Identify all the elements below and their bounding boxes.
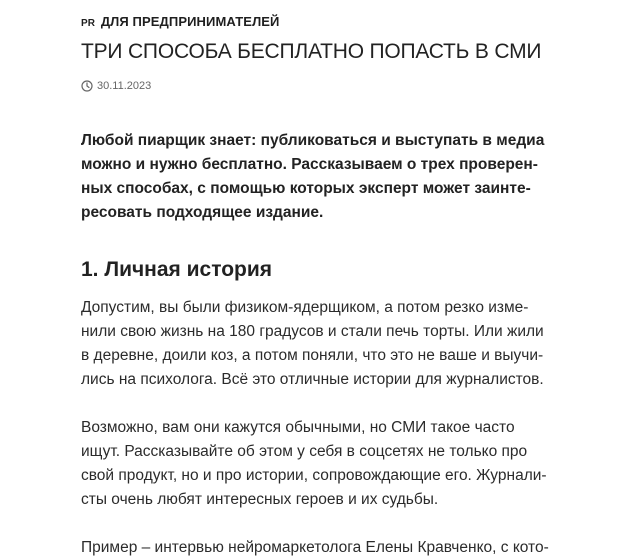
- paragraph-line: Допустим, вы были физиком-ядерщиком, а потом резко изме-: [81, 299, 529, 316]
- paragraph-line: Пример – интервью нейромаркетолога Елены Кравченко, с кото-: [81, 539, 549, 556]
- date-text: 30.11.2023: [97, 80, 152, 92]
- article-title: ТРИ СПОСОБА БЕСПЛАТНО ПОПАСТЬ В СМИ: [81, 40, 542, 63]
- publish-date: [81, 80, 151, 92]
- lead-line: Любой пиарщик знает: публиковаться и выступать в медиа: [81, 132, 545, 149]
- section-heading: 1. Личная история: [81, 258, 273, 281]
- lead-line: ных способах, с помощью которых эксперт может заинте-: [81, 180, 531, 197]
- paragraph: [81, 536, 561, 560]
- paragraph: [81, 416, 561, 512]
- category-code: PR: [81, 18, 96, 29]
- article-lead: [81, 129, 561, 225]
- category-label[interactable]: [81, 14, 280, 29]
- paragraph-line: нили свою жизнь на 180 градусов и стали печь торты. Или жили: [81, 323, 544, 340]
- paragraph-line: ищут. Рассказывайте об этом у себя в соцсетях не только про: [81, 443, 528, 460]
- paragraph-line: лись на психолога. Всё это отличные истории для журналистов.: [81, 371, 544, 388]
- paragraph: [81, 296, 561, 392]
- lead-line: ресовать подходящее издание.: [81, 204, 324, 221]
- clock-icon: [81, 80, 93, 92]
- category-name: ДЛЯ ПРЕДПРИНИМАТЕЛЕЙ: [100, 14, 280, 29]
- paragraph-line: сты очень любят интересных героев и их судьбы.: [81, 491, 439, 508]
- lead-line: можно и нужно бесплатно. Рассказываем о трех проверен-: [81, 156, 538, 173]
- paragraph-line: свой продукт, но и про истории, сопровождающие его. Журнали-: [81, 467, 547, 484]
- paragraph-line: Возможно, вам они кажутся обычными, но СМИ такое часто: [81, 419, 515, 436]
- paragraph-line: в деревне, доили коз, а потом поняли, что это не ваше и выучи-: [81, 347, 544, 364]
